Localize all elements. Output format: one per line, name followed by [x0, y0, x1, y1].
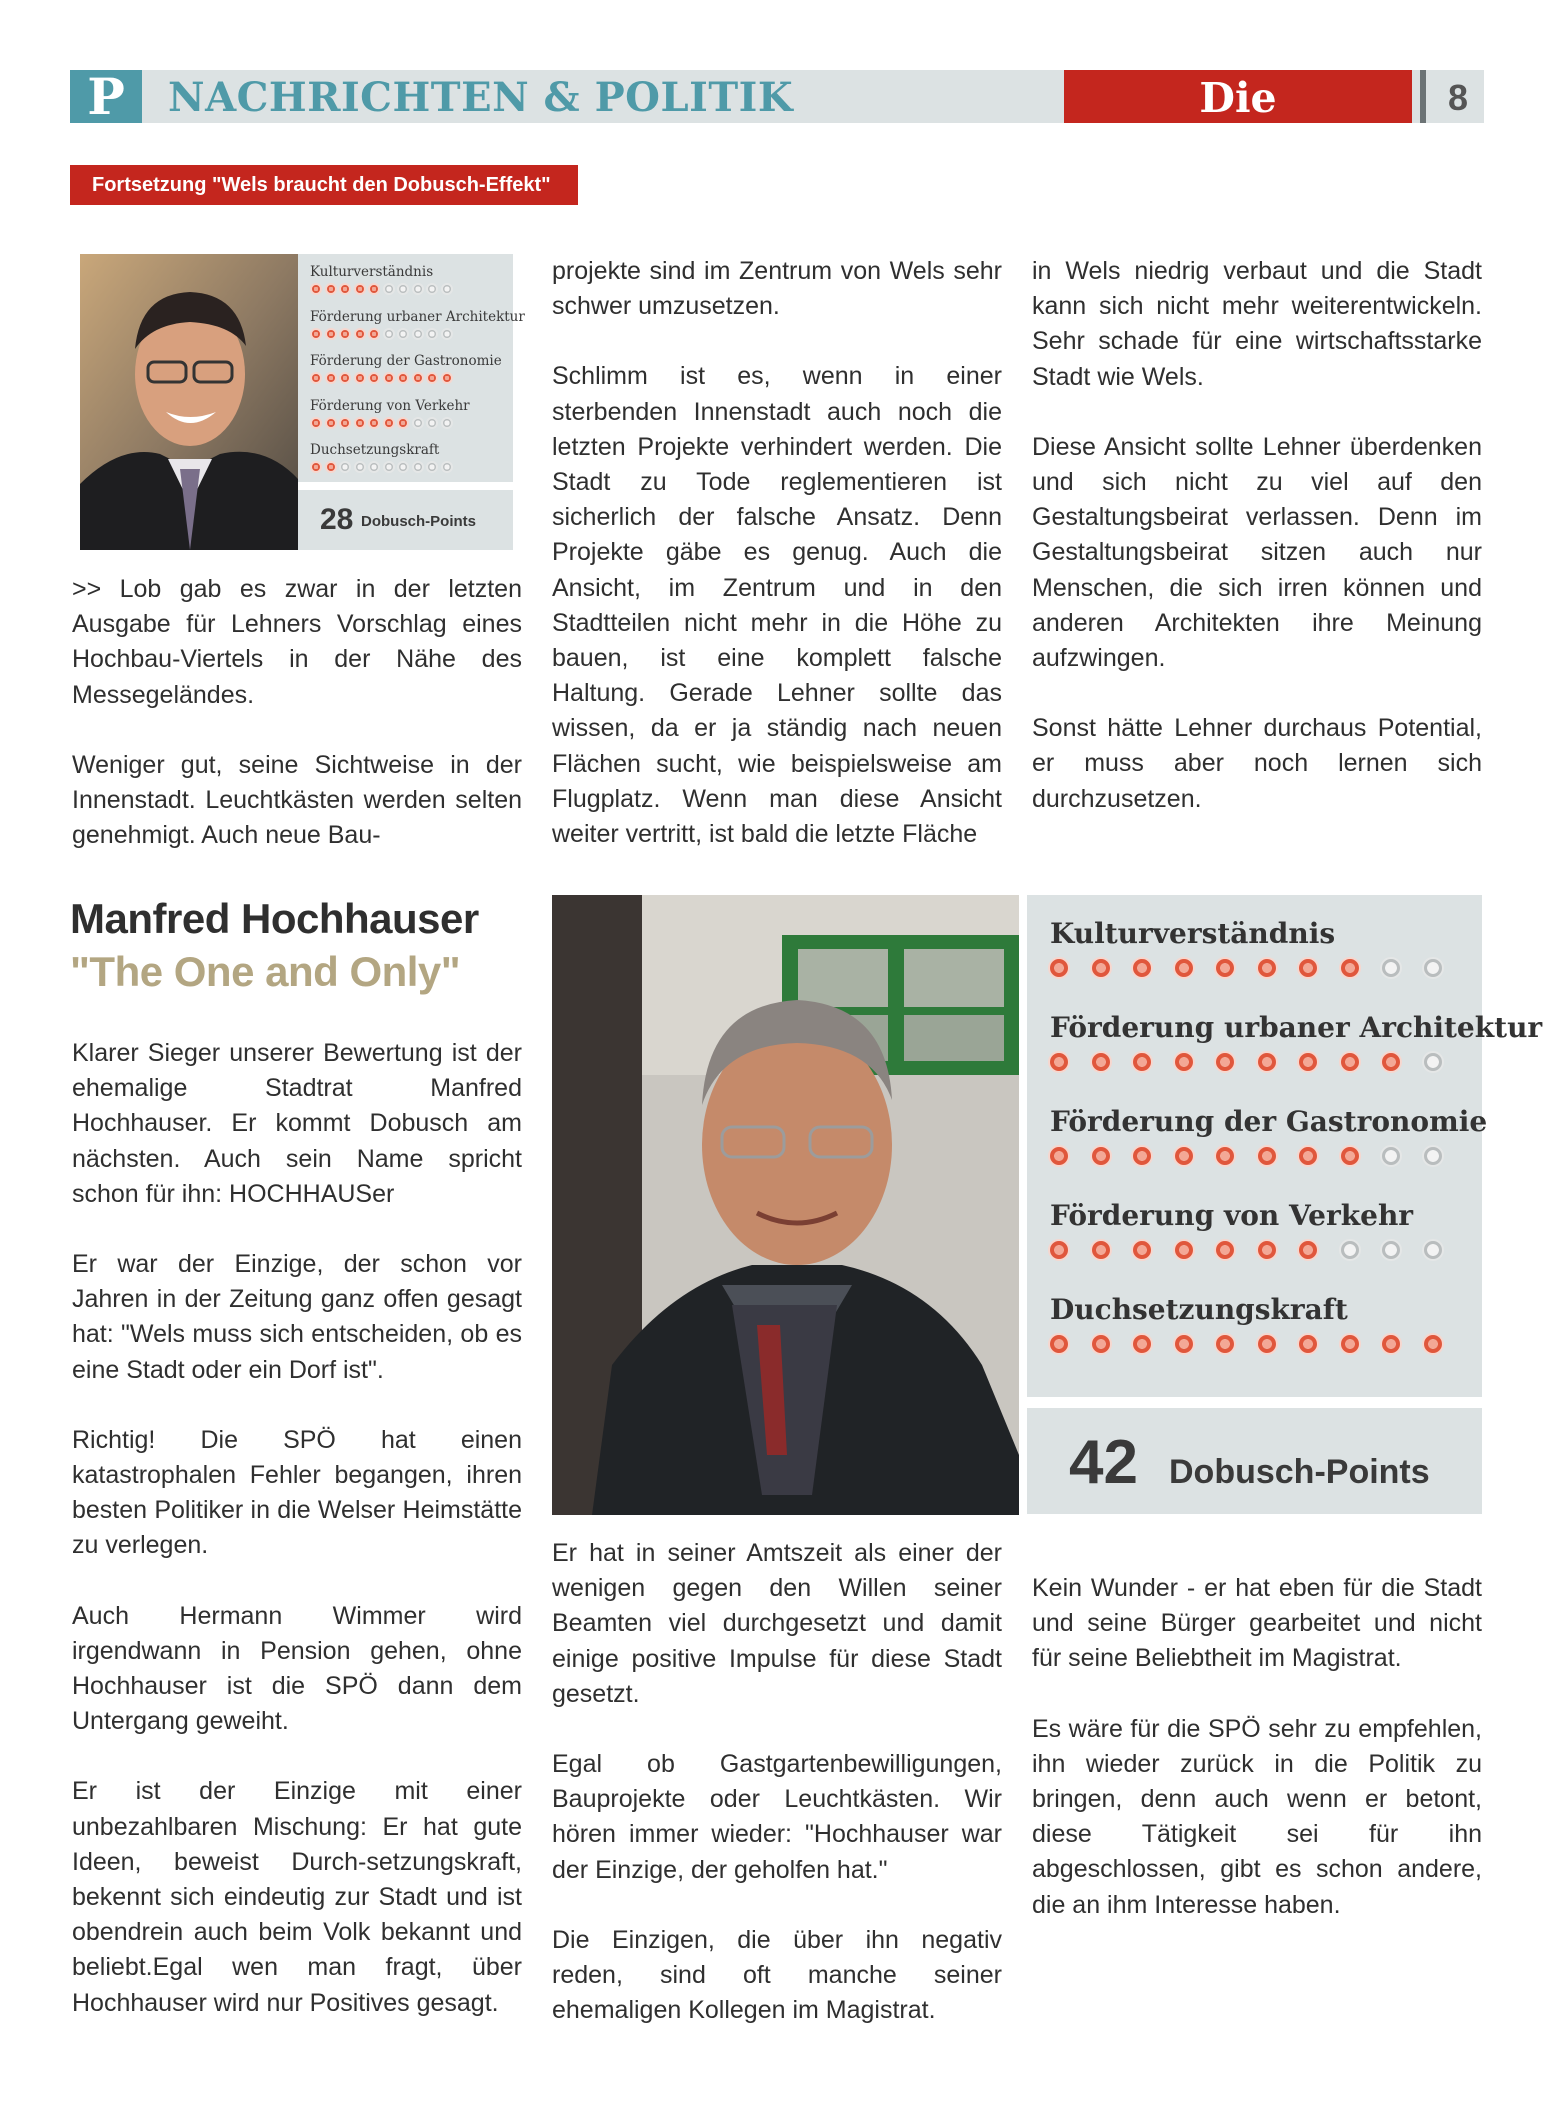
rating-dot-filled	[383, 372, 395, 384]
rating-dot-filled	[1256, 1333, 1278, 1355]
continuation-banner: Fortsetzung "Wels braucht den Dobusch-Effekt"	[70, 165, 578, 205]
paragraph: Es wäre für die SPÖ sehr zu empfehlen, ihn wieder zurück in die Politik zu bringen, denn auch wenn er betont, diese Tätigkeit sei für ihn abgeschlossen, gibt es schon andere, die an ihm Interesse haben.	[1032, 1714, 1482, 1919]
rating-dot-filled	[1131, 1333, 1153, 1355]
rating-dot-empty	[412, 461, 424, 473]
rating-dot-filled	[1339, 957, 1361, 979]
paragraph: Schlimm ist es, wenn in einer sterbenden Innenstadt auch noch die letzten Projekte verhindert werden. Die Stadt zu Tode reglementieren ist sicherlich der falsche Ansatz. Denn Projekte gäbe es genug. Auch die Ansicht, im Zentrum und in den Stadtteilen nicht mehr in die Höhe zu bauen, ist eine komplett falsche Haltung. Gerade Lehner sollte das wissen, da er ja ständig nach neuen Flächen sucht, wie beispielsweise am Flugplatz. Wenn man diese Ansicht weiter vertritt, ist bald die letzte Fläche	[552, 362, 1002, 849]
feature-subtitle: "The One and Only"	[70, 948, 461, 995]
rating-dot-filled	[1131, 1051, 1153, 1073]
rating-dot-empty	[412, 328, 424, 340]
rating-dot-filled	[310, 417, 322, 429]
paragraph: projekte sind im Zentrum von Wels sehr schwer umzusetzen.	[552, 257, 1002, 321]
paragraph: Kein Wunder - er hat eben für die Stadt und seine Bürger gearbeitet und nicht für seine Beliebtheit im Magistrat.	[1032, 1574, 1482, 1673]
rating-panel-lehner	[298, 254, 525, 482]
rating-dot-empty	[426, 328, 438, 340]
points-panel-hochhauser	[1027, 1408, 1482, 1514]
rating-dot-filled	[339, 283, 351, 295]
rating-dot-filled	[368, 372, 380, 384]
rating-dot-filled	[325, 328, 337, 340]
rating-dot-empty	[441, 328, 453, 340]
rating-dot-empty	[426, 417, 438, 429]
rating-dot-filled	[1214, 1051, 1236, 1073]
points-label-hochhauser: Dobusch-Points	[1169, 1453, 1430, 1491]
rating-dot-empty	[441, 461, 453, 473]
section-logo: P	[70, 70, 142, 123]
rating-dot-empty	[397, 461, 409, 473]
rating-dot-filled	[412, 372, 424, 384]
rating-dot-filled	[1214, 1239, 1236, 1261]
small-category-label: Förderung von Verkehr	[310, 397, 470, 414]
rating-dot-filled	[1297, 957, 1319, 979]
rating-dot-filled	[1090, 1145, 1112, 1167]
feature-col1	[72, 1036, 522, 2021]
rating-dot-filled	[397, 417, 409, 429]
rating-dot-filled	[1297, 1333, 1319, 1355]
rating-dot-filled	[1090, 1051, 1112, 1073]
rating-dot-filled	[339, 372, 351, 384]
magazine-title: Die Monatliche	[1064, 70, 1412, 123]
rating-dot-filled	[441, 372, 453, 384]
big-category-label: Duchsetzungskraft	[1050, 1293, 1348, 1326]
rating-dot-filled	[1256, 1239, 1278, 1261]
page-number: 8	[1447, 77, 1469, 118]
rating-dot-filled	[1297, 1239, 1319, 1261]
paragraph: Auch Hermann Wimmer wird irgendwann in Pension gehen, ohne Hochhauser ist die SPÖ dann dem Untergang geweiht.	[72, 1601, 522, 1736]
section-title: NACHRICHTEN & POLITIK	[168, 74, 794, 121]
rating-dot-empty	[1380, 1145, 1402, 1167]
rating-dot-filled	[1173, 1333, 1195, 1355]
rating-dot-filled	[325, 283, 337, 295]
small-category-label: Förderung der Gastronomie	[310, 353, 502, 369]
rating-dot-filled	[368, 283, 380, 295]
rating-dot-filled	[1173, 957, 1195, 979]
rating-dot-filled	[310, 328, 322, 340]
rating-dot-empty	[397, 328, 409, 340]
rating-dot-filled	[1173, 1051, 1195, 1073]
rating-dot-filled	[1214, 1333, 1236, 1355]
header-divider	[1420, 70, 1426, 123]
rating-dot-filled	[339, 417, 351, 429]
paragraph: Klarer Sieger unserer Bewertung ist der ehemalige Stadtrat Manfred Hochhauser. Er kommt Dobusch am nächsten. Auch sein Name spricht schon für ihn: HOCHHAUSer	[72, 1039, 522, 1208]
rating-dot-empty	[426, 461, 438, 473]
feature-col2	[552, 1536, 1002, 2028]
rating-dot-empty	[1422, 957, 1444, 979]
rating-dot-filled	[310, 283, 322, 295]
paragraph: Er hat in seiner Amtszeit als einer der wenigen gegen den Willen seiner Beamten viel durchgesetzt und damit einige positive Impulse für diese Stadt gesetzt.	[552, 1539, 1002, 1708]
rating-dot-filled	[1256, 957, 1278, 979]
rating-dot-filled	[1090, 957, 1112, 979]
rating-dot-empty	[1422, 1239, 1444, 1261]
rating-dot-empty	[383, 461, 395, 473]
rating-dot-filled	[1339, 1051, 1361, 1073]
rating-dot-filled	[1422, 1333, 1444, 1355]
paragraph: >> Lob gab es zwar in der letzten Ausgabe für Lehners Vorschlag eines Hochbau-Viertels in der Nähe des Messegeländes.	[72, 575, 522, 709]
rating-dot-filled	[1173, 1145, 1195, 1167]
rating-dot-filled	[1339, 1145, 1361, 1167]
rating-dot-filled	[354, 372, 366, 384]
rating-dot-empty	[412, 417, 424, 429]
rating-dot-filled	[1131, 1239, 1153, 1261]
rating-dot-filled	[1090, 1333, 1112, 1355]
rating-panel-hochhauser	[1027, 895, 1543, 1397]
rating-dot-filled	[1131, 1145, 1153, 1167]
rating-dot-filled	[1214, 957, 1236, 979]
rating-dot-filled	[1339, 1333, 1361, 1355]
big-category-label: Förderung urbaner Architektur	[1050, 1011, 1543, 1044]
rating-dot-filled	[1380, 1051, 1402, 1073]
rating-dot-filled	[368, 417, 380, 429]
rating-dot-filled	[1380, 1333, 1402, 1355]
rating-dot-filled	[1297, 1051, 1319, 1073]
rating-dot-empty	[426, 283, 438, 295]
small-category-label: Förderung urbaner Architektur	[310, 308, 525, 325]
rating-dot-filled	[397, 372, 409, 384]
rating-dot-filled	[1131, 957, 1153, 979]
feature-name: Manfred Hochhauser	[70, 895, 479, 942]
rating-dot-filled	[354, 417, 366, 429]
rating-dot-filled	[354, 283, 366, 295]
rating-dot-empty	[1380, 957, 1402, 979]
rating-dot-empty	[339, 461, 351, 473]
rating-dot-filled	[1256, 1145, 1278, 1167]
small-category-label: Kulturverständnis	[310, 264, 434, 280]
big-category-label: Förderung der Gastronomie	[1050, 1105, 1488, 1138]
rating-dot-empty	[1422, 1145, 1444, 1167]
rating-dot-filled	[1297, 1145, 1319, 1167]
small-category-label: Duchsetzungskraft	[310, 442, 440, 458]
top-article-col3	[1032, 254, 1482, 817]
rating-dot-empty	[354, 461, 366, 473]
big-category-label: Kulturverständnis	[1050, 917, 1336, 950]
rating-dot-filled	[310, 372, 322, 384]
rating-dot-filled	[339, 328, 351, 340]
paragraph: Richtig! Die SPÖ hat einen katastrophalen Fehler begangen, ihren besten Politiker in die Welser Heimstätte zu verlegen.	[72, 1425, 522, 1560]
paragraph: Sonst hätte Lehner durchaus Potential, er muss aber noch lernen sich durchzusetzen.	[1032, 714, 1482, 813]
rating-dot-filled	[426, 372, 438, 384]
rating-dot-empty	[368, 461, 380, 473]
rating-dot-empty	[441, 417, 453, 429]
rating-dot-empty	[441, 283, 453, 295]
rating-dot-filled	[368, 328, 380, 340]
points-value-lehner: 28	[320, 503, 354, 536]
top-article-col1	[72, 572, 522, 853]
rating-dot-empty	[383, 283, 395, 295]
rating-dot-empty	[1339, 1239, 1361, 1261]
paragraph: Er ist der Einzige mit einer unbezahlbaren Mischung: Er hat gute Ideen, beweist Durch-setzungskraft, bekennt sich eindeutig zur Stadt und ist obendrein auch beim Volk bekannt und beliebt.Egal wen man fragt, über Hochhauser wird nur Positives gesagt.	[72, 1777, 522, 2017]
rating-dot-filled	[1048, 1239, 1070, 1261]
rating-dot-filled	[325, 417, 337, 429]
feature-col3	[1032, 1571, 1482, 1923]
rating-dot-filled	[354, 328, 366, 340]
rating-dot-filled	[1048, 1145, 1070, 1167]
rating-dot-empty	[1380, 1239, 1402, 1261]
paragraph: Er war der Einzige, der schon vor Jahren in der Zeitung ganz offen gesagt hat: "Wels muss sich entscheiden, ob es eine Stadt oder ein Dorf ist".	[72, 1250, 522, 1384]
rating-dot-filled	[383, 417, 395, 429]
points-value-hochhauser: 42	[1069, 1428, 1138, 1497]
rating-dot-filled	[310, 461, 322, 473]
paragraph: Die Einzigen, die über ihn negativ reden, sind oft manche seiner ehemaligen Kollegen im Magistrat.	[552, 1925, 1002, 2025]
rating-dot-filled	[1173, 1239, 1195, 1261]
rating-dot-filled	[325, 372, 337, 384]
rating-dot-empty	[383, 328, 395, 340]
big-category-label: Förderung von Verkehr	[1050, 1199, 1414, 1232]
rating-dot-filled	[1090, 1239, 1112, 1261]
rating-dot-empty	[397, 283, 409, 295]
portrait-photo-hochhauser	[552, 895, 1019, 1515]
top-article-col2	[552, 254, 1002, 852]
paragraph: Diese Ansicht sollte Lehner überdenken und sich nicht zu viel auf den Gestaltungsbeirat verlassen. Denn im Gestaltungsbeirat sitzen auch nur Menschen, die sich irren können und anderen Architekten ihre Meinung aufzwingen.	[1032, 432, 1482, 673]
rating-dot-filled	[325, 461, 337, 473]
rating-dot-empty	[412, 283, 424, 295]
points-panel-lehner	[298, 490, 513, 550]
rating-dot-filled	[1214, 1145, 1236, 1167]
paragraph: in Wels niedrig verbaut und die Stadt kann sich nicht mehr weiterentwickeln. Sehr schade für eine wirtschaftsstarke Stadt wie Wels.	[1032, 257, 1482, 391]
portrait-photo-lehner	[80, 254, 298, 550]
paragraph: Egal ob Gastgartenbewilligungen, Bauprojekte oder Leuchtkästen. Wir hören immer wieder: "Hochhauser war der Einzige, der geholfen hat."	[552, 1750, 1002, 1884]
rating-dot-empty	[1422, 1051, 1444, 1073]
rating-dot-filled	[1048, 1051, 1070, 1073]
paragraph: Weniger gut, seine Sichtweise in der Innenstadt. Leuchtkästen werden selten genehmigt. Auch neue Bau-	[72, 750, 522, 850]
rating-dot-filled	[1048, 1333, 1070, 1355]
rating-dot-filled	[1256, 1051, 1278, 1073]
rating-dot-filled	[1048, 957, 1070, 979]
points-label-lehner: Dobusch-Points	[361, 513, 476, 530]
